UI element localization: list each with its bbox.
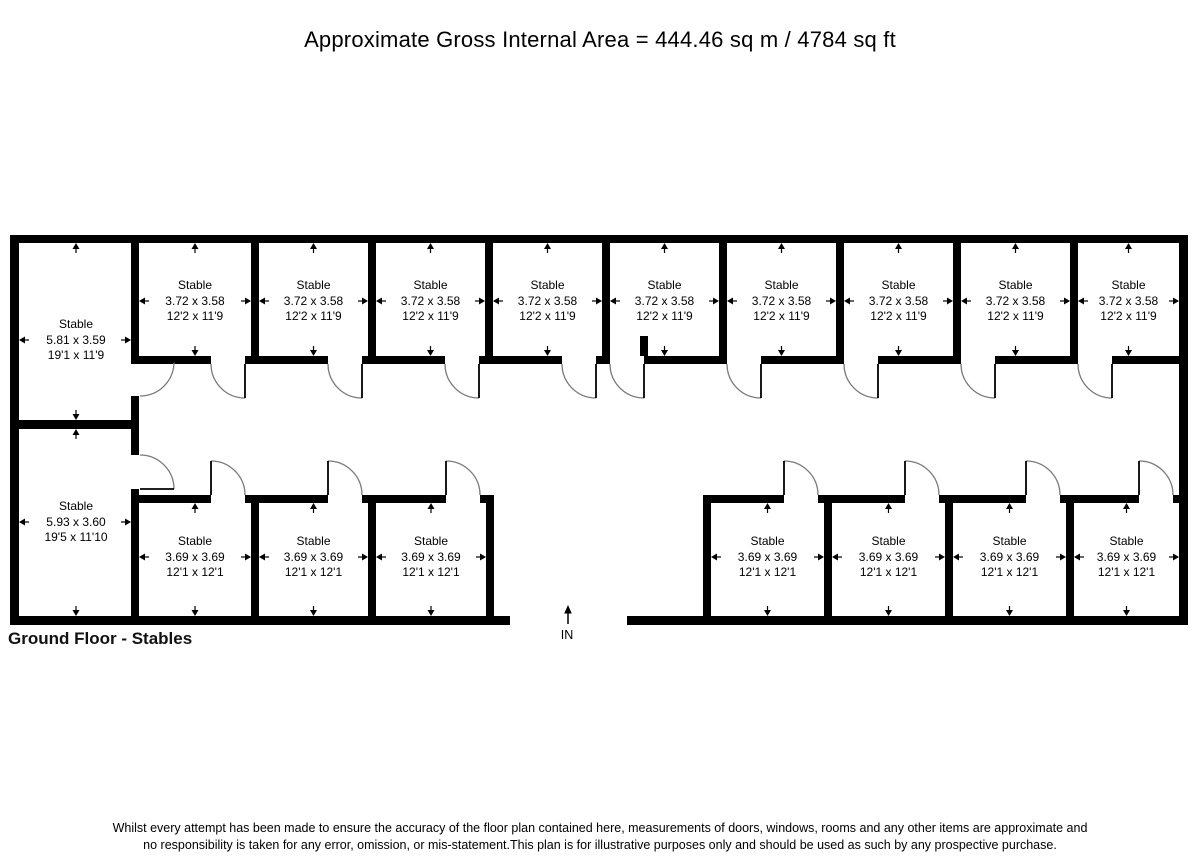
room-name: Stable (296, 533, 331, 548)
room-metric: 3.72 x 3.58 (751, 293, 812, 308)
wall-segment (945, 495, 1026, 503)
wall-segment (131, 489, 139, 616)
page-title: Approximate Gross Internal Area = 444.46 sq m / 4784 sq ft (304, 27, 896, 52)
room-imperial: 12'1 x 12'1 (738, 564, 797, 579)
measure-tick-icon (1012, 243, 1019, 249)
room-name: Stable (530, 277, 565, 292)
measure-tick-icon (830, 298, 836, 305)
measure-tick-icon (764, 503, 771, 509)
wall-segment (485, 243, 493, 356)
room-metric: 3.69 x 3.69 (165, 549, 225, 564)
measure-tick-icon (895, 350, 902, 356)
measure-tick-icon (428, 503, 435, 509)
room-imperial: 19'1 x 11'9 (47, 347, 105, 362)
wall-segment (953, 243, 961, 356)
measure-tick-icon (192, 503, 199, 509)
room-imperial: 12'2 x 11'9 (636, 308, 693, 323)
room-name: Stable (1111, 277, 1146, 292)
wall-segment (10, 616, 510, 625)
measure-tick-icon (362, 298, 368, 305)
measure-tick-icon (376, 298, 382, 305)
wall-segment (368, 503, 376, 616)
room-imperial: 12'1 x 12'1 (284, 564, 343, 579)
disclaimer-line-1: Whilst every attempt has been made to ensure the accuracy of the floor plan contained here, measurements of doors, windows, rooms and any other items are approximate and (112, 821, 1088, 835)
measure-tick-icon (493, 298, 499, 305)
room-imperial: 12'1 x 12'1 (859, 564, 918, 579)
disclaimer (0, 820, 1200, 854)
door-swing-arc (445, 364, 479, 398)
measure-tick-icon (139, 554, 145, 561)
door-swing-arc (610, 364, 644, 398)
room-imperial: 12'2 x 11'9 (519, 308, 576, 323)
room-name: Stable (871, 533, 906, 548)
measure-tick-icon (1006, 503, 1013, 509)
wall-segment (878, 356, 961, 364)
wall-segment (1066, 495, 1139, 503)
wall-segment (131, 495, 211, 503)
room-name: Stable (750, 533, 785, 548)
wall-segment (1179, 235, 1188, 625)
wall-segment (1066, 503, 1074, 616)
wall-segment (368, 243, 376, 356)
room-imperial: 19'5 x 11'10 (44, 529, 108, 544)
measure-tick-icon (778, 243, 785, 249)
measure-tick-icon (192, 350, 199, 356)
room-metric: 3.72 x 3.58 (985, 293, 1046, 308)
room-imperial: 12'2 x 11'9 (987, 308, 1044, 323)
room-metric: 5.93 x 3.60 (46, 514, 106, 529)
measure-tick-icon (713, 298, 719, 305)
room-name: Stable (413, 277, 448, 292)
room-metric: 3.72 x 3.58 (1098, 293, 1159, 308)
measure-tick-icon (428, 610, 435, 616)
wall-segment (485, 356, 562, 364)
wall-segment (761, 356, 844, 364)
room-imperial: 12'1 x 12'1 (166, 564, 224, 579)
measure-tick-icon (661, 350, 668, 356)
wall-segment (368, 356, 445, 364)
door-swing-arc (140, 362, 174, 396)
measure-tick-icon (310, 243, 317, 249)
room-metric: 3.72 x 3.58 (868, 293, 929, 308)
measure-tick-icon (844, 298, 850, 305)
wall-segment (602, 243, 610, 356)
wall-segment (251, 243, 259, 356)
room-metric: 3.69 x 3.69 (979, 549, 1040, 564)
measure-tick-icon (139, 298, 145, 305)
measure-tick-icon (939, 554, 945, 561)
wall-segment (251, 503, 259, 616)
room-name: Stable (58, 498, 94, 513)
measure-tick-icon (947, 298, 953, 305)
measure-tick-icon (125, 337, 131, 344)
room-name: Stable (296, 277, 331, 292)
door-swing-arc (961, 364, 995, 398)
door-swing-arc (844, 364, 878, 398)
door-swing-arc (1078, 364, 1112, 398)
room-metric: 5.81 x 3.59 (46, 332, 106, 347)
measure-tick-icon (427, 243, 434, 249)
wall-segment (1173, 495, 1179, 503)
measure-tick-icon (764, 610, 771, 616)
wall-segment (596, 356, 610, 364)
measure-tick-icon (245, 554, 251, 561)
measure-tick-icon (885, 610, 892, 616)
wall-segment (703, 495, 711, 625)
measure-tick-icon (376, 554, 382, 561)
room-imperial: 12'2 x 11'9 (870, 308, 927, 323)
room-metric: 3.69 x 3.69 (1096, 549, 1157, 564)
measure-tick-icon (192, 610, 199, 616)
entrance-label: IN (560, 628, 574, 642)
room-metric: 3.72 x 3.58 (400, 293, 461, 308)
wall-segment (131, 243, 139, 362)
entrance-arrowhead-icon (564, 605, 572, 614)
wall-segment (368, 495, 446, 503)
room-imperial: 12'2 x 11'9 (166, 308, 224, 323)
room-name: Stable (177, 277, 213, 292)
wall-segment (824, 503, 832, 616)
measure-tick-icon (19, 337, 25, 344)
wall-segment (640, 336, 648, 356)
room-metric: 3.69 x 3.69 (401, 549, 461, 564)
measure-tick-icon (1078, 298, 1084, 305)
measure-tick-icon (362, 554, 368, 561)
room-metric: 3.72 x 3.58 (283, 293, 344, 308)
walls-and-doors-group (10, 235, 1188, 625)
room-imperial: 12'1 x 12'1 (402, 564, 460, 579)
measure-tick-icon (544, 350, 551, 356)
room-name: Stable (647, 277, 682, 292)
wall-segment (995, 356, 1078, 364)
door-swing-arc (1139, 461, 1173, 495)
measure-tick-icon (961, 298, 967, 305)
measure-tick-icon (245, 298, 251, 305)
measure-tick-icon (895, 243, 902, 249)
measure-tick-icon (310, 610, 317, 616)
wall-segment (1112, 356, 1179, 364)
measure-tick-icon (1173, 554, 1179, 561)
door-swing-arc (211, 364, 245, 398)
room-imperial: 12'2 x 11'9 (753, 308, 810, 323)
entrance-marker (561, 605, 574, 642)
measure-tick-icon (259, 554, 265, 561)
wall-segment (480, 495, 486, 503)
room-metric: 3.69 x 3.69 (858, 549, 919, 564)
measure-tick-icon (192, 243, 199, 249)
measure-tick-icon (727, 298, 733, 305)
plan-label: Ground Floor - Stables (8, 629, 193, 648)
measure-tick-icon (19, 519, 25, 526)
measure-tick-icon (1064, 298, 1070, 305)
measure-tick-icon (73, 610, 80, 616)
measure-tick-icon (259, 298, 265, 305)
measure-tick-icon (661, 243, 668, 249)
door-swing-arc (328, 461, 362, 495)
door-swing-arc (784, 461, 818, 495)
door-swing-arc (1026, 461, 1060, 495)
measure-tick-icon (1006, 610, 1013, 616)
door-swing-arc (905, 461, 939, 495)
door-swing-arc (446, 461, 480, 495)
measure-tick-icon (1074, 554, 1080, 561)
measure-tick-icon (480, 554, 486, 561)
room-metric: 3.69 x 3.69 (737, 549, 798, 564)
wall-segment (824, 495, 905, 503)
measure-tick-icon (1012, 350, 1019, 356)
room-name: Stable (58, 316, 94, 331)
room-name: Stable (992, 533, 1027, 548)
room-imperial: 12'1 x 12'1 (980, 564, 1039, 579)
disclaimer-line-2: no responsibility is taken for any error, omission, or mis-statement.This plan is for illustrative purposes only and should be used as such by any prospective purchase. (143, 838, 1057, 852)
wall-segment (627, 616, 1188, 625)
wall-segment (10, 420, 139, 429)
door-swing-arc (727, 364, 761, 398)
wall-segment (836, 243, 844, 356)
wall-segment (719, 243, 727, 356)
measure-tick-icon (953, 554, 959, 561)
measure-tick-icon (1125, 243, 1132, 249)
measure-tick-icon (1173, 298, 1179, 305)
wall-segment (1070, 243, 1078, 356)
measure-tick-icon (596, 298, 602, 305)
measure-tick-icon (1123, 503, 1130, 509)
measure-tick-icon (832, 554, 838, 561)
measure-tick-icon (73, 414, 80, 420)
measure-tick-icon (610, 298, 616, 305)
measure-tick-icon (711, 554, 717, 561)
wall-segment (703, 495, 784, 503)
measure-tick-icon (818, 554, 824, 561)
room-imperial: 12'2 x 11'9 (1100, 308, 1157, 323)
measure-tick-icon (125, 519, 131, 526)
door-swing-arc (328, 364, 362, 398)
room-metric: 3.69 x 3.69 (283, 549, 344, 564)
room-imperial: 12'1 x 12'1 (1097, 564, 1156, 579)
wall-segment (251, 356, 328, 364)
measure-tick-icon (479, 298, 485, 305)
wall-segment (251, 495, 328, 503)
wall-segment (644, 356, 727, 364)
wall-segment (945, 503, 953, 616)
room-name: Stable (764, 277, 799, 292)
measure-tick-icon (1123, 610, 1130, 616)
measure-tick-icon (73, 429, 80, 435)
wall-segment (131, 429, 139, 455)
measure-tick-icon (73, 243, 80, 249)
measure-tick-icon (310, 350, 317, 356)
wall-segment (10, 235, 1188, 243)
room-name: Stable (1109, 533, 1144, 548)
room-name: Stable (413, 533, 449, 548)
room-metric: 3.72 x 3.58 (517, 293, 578, 308)
door-swing-arc (562, 364, 596, 398)
room-metric: 3.72 x 3.58 (634, 293, 695, 308)
measure-tick-icon (544, 243, 551, 249)
room-name: Stable (177, 533, 213, 548)
room-imperial: 12'2 x 11'9 (285, 308, 342, 323)
door-swing-arc (140, 455, 174, 489)
measure-tick-icon (310, 503, 317, 509)
room-name: Stable (998, 277, 1033, 292)
door-swing-arc (211, 461, 245, 495)
measure-tick-icon (885, 503, 892, 509)
wall-segment (131, 396, 139, 420)
wall-segment (486, 495, 494, 625)
measure-tick-icon (1060, 554, 1066, 561)
wall-segment (10, 235, 19, 625)
room-metric: 3.72 x 3.58 (165, 293, 225, 308)
room-name: Stable (881, 277, 916, 292)
measure-tick-icon (427, 350, 434, 356)
measure-tick-icon (778, 350, 785, 356)
measure-tick-icon (1125, 350, 1132, 356)
room-imperial: 12'2 x 11'9 (402, 308, 459, 323)
